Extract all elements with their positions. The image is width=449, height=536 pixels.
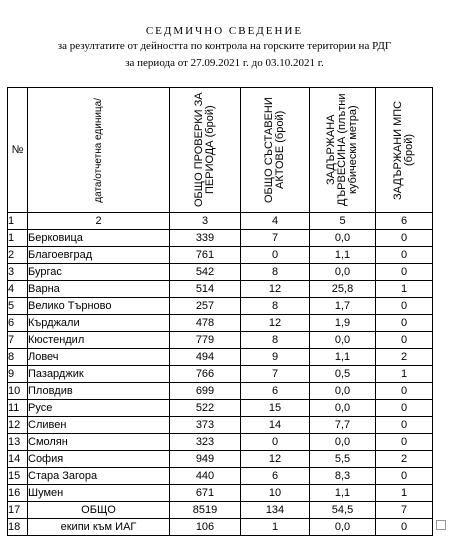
table-row (8, 332, 433, 349)
table-cell: 17 (8, 502, 28, 519)
table-cell: Ловеч (28, 349, 170, 366)
table-cell: 134 (241, 502, 310, 519)
table-row (8, 264, 433, 281)
table-cell: 18 (8, 519, 28, 536)
table-cell: 8,3 (310, 468, 376, 485)
table-cell: 0 (376, 264, 433, 281)
column-number-row (8, 213, 433, 230)
table-cell: 13 (8, 434, 28, 451)
table-cell: 0 (376, 230, 433, 247)
table-cell: 12 (241, 451, 310, 468)
report-title: СЕДМИЧНО СВЕДЕНИЕ (145, 25, 304, 37)
table-cell: 766 (170, 366, 241, 383)
table-cell: 0,0 (310, 383, 376, 400)
table-cell: 0,0 (310, 230, 376, 247)
table-cell: Велико Търново (28, 298, 170, 315)
table-cell: Русе (28, 400, 170, 417)
table-row (8, 247, 433, 264)
table-cell: 16 (8, 485, 28, 502)
table-cell: 7 (241, 366, 310, 383)
table-cell: 14 (241, 417, 310, 434)
table-cell: 0 (376, 519, 433, 536)
table-cell: 0 (376, 298, 433, 315)
header-number: № (8, 88, 28, 213)
table-cell: 7 (241, 230, 310, 247)
table-cell: 12 (241, 281, 310, 298)
table-cell: Благоевград (28, 247, 170, 264)
header-acts-text: ОБЩО СЪСТАВЕНИ АКТОВЕ (брой) (263, 97, 286, 203)
header-checks (170, 88, 241, 213)
table-cell: 0 (376, 332, 433, 349)
table-row (8, 434, 433, 451)
table-row (8, 400, 433, 417)
table-cell: 4 (8, 281, 28, 298)
table-cell: 12 (8, 417, 28, 434)
table-cell: 2 (8, 247, 28, 264)
table-cell: ОБЩО (28, 502, 170, 519)
table-row (8, 366, 433, 383)
table-cell: 0,0 (310, 264, 376, 281)
table-cell: 0 (241, 434, 310, 451)
table-cell: 949 (170, 451, 241, 468)
table-cell: 1,7 (310, 298, 376, 315)
table-cell: София (28, 451, 170, 468)
table-cell: 7 (8, 332, 28, 349)
header-acts (241, 88, 310, 213)
table-cell: 8 (241, 264, 310, 281)
table-cell: 1,1 (310, 247, 376, 264)
table-row (8, 468, 433, 485)
table-cell: 323 (170, 434, 241, 451)
table-cell: 5,5 (310, 451, 376, 468)
table-row (8, 349, 433, 366)
table-cell: Пазарджик (28, 366, 170, 383)
table-cell: 494 (170, 349, 241, 366)
table-cell: 6 (8, 315, 28, 332)
table-cell: 7,7 (310, 417, 376, 434)
table-row (8, 485, 433, 502)
table-cell: Стара Загора (28, 468, 170, 485)
table-row (8, 383, 433, 400)
table-cell: Кюстендил (28, 332, 170, 349)
table-cell: 5 (8, 298, 28, 315)
table-cell: 522 (170, 400, 241, 417)
table-cell: 15 (241, 400, 310, 417)
table-cell: 25,8 (310, 281, 376, 298)
table-cell: 7 (376, 502, 433, 519)
header-vehicles (376, 88, 433, 213)
table-cell: 1,1 (310, 485, 376, 502)
table-cell: 2 (376, 349, 433, 366)
table-cell: 1 (376, 281, 433, 298)
table-cell: 699 (170, 383, 241, 400)
table-cell: 9 (241, 349, 310, 366)
table-row (8, 417, 433, 434)
colnum-cell: 5 (310, 213, 376, 230)
table-cell: 0 (241, 247, 310, 264)
table-cell: 12 (241, 315, 310, 332)
table-cell: 1,9 (310, 315, 376, 332)
report-table (7, 87, 433, 536)
table-cell: Смолян (28, 434, 170, 451)
table-cell: 0 (376, 315, 433, 332)
table-cell: Варна (28, 281, 170, 298)
table-cell: 0,0 (310, 434, 376, 451)
table-cell: 0,0 (310, 519, 376, 536)
table-cell: 3 (8, 264, 28, 281)
table-cell: 8 (241, 298, 310, 315)
table-cell: 6 (241, 468, 310, 485)
table-cell: 0,5 (310, 366, 376, 383)
table-cell: Шумен (28, 485, 170, 502)
table-cell: 8519 (170, 502, 241, 519)
table-cell: 1 (241, 519, 310, 536)
table-row (8, 298, 433, 315)
colnum-cell: 1 (8, 213, 28, 230)
table-cell: 0,0 (310, 332, 376, 349)
header-timber-text: ЗАДЪРЖАНА ДЪРВЕСИНА (плътни кубически метра) (325, 93, 359, 207)
table-cell: 0 (376, 417, 433, 434)
table-cell: 1 (376, 485, 433, 502)
header-checks-text: ОБЩО ПРОВЕРКИ ЗА ПЕРИОДА (брой) (193, 92, 216, 208)
table-cell: 478 (170, 315, 241, 332)
table-cell: 1,1 (310, 349, 376, 366)
table-cell: 8 (241, 332, 310, 349)
colnum-cell: 3 (170, 213, 241, 230)
table-cell: 761 (170, 247, 241, 264)
table-cell: 671 (170, 485, 241, 502)
table-body (8, 213, 433, 536)
table-cell: 779 (170, 332, 241, 349)
header-timber (310, 88, 376, 213)
table-row (8, 315, 433, 332)
table-cell: Кърджали (28, 315, 170, 332)
table-cell: 54,5 (310, 502, 376, 519)
table-cell: 14 (8, 451, 28, 468)
table-cell: 440 (170, 468, 241, 485)
table-cell: 8 (8, 349, 28, 366)
corner-icon (436, 520, 446, 530)
table-cell: 339 (170, 230, 241, 247)
table-cell: Бургас (28, 264, 170, 281)
table-cell: 11 (8, 400, 28, 417)
table-row (8, 451, 433, 468)
table-cell: 0 (376, 434, 433, 451)
table-cell: 514 (170, 281, 241, 298)
table-cell: 0 (376, 400, 433, 417)
table-cell: 9 (8, 366, 28, 383)
table-cell: 0 (376, 383, 433, 400)
header-unit-text: дата/отчетна единица/ (93, 97, 104, 203)
table-cell: 1 (8, 230, 28, 247)
table-cell: екипи към ИАГ (28, 519, 170, 536)
table-cell: 257 (170, 298, 241, 315)
header-unit (28, 88, 170, 213)
table-cell: 0 (376, 247, 433, 264)
colnum-cell: 4 (241, 213, 310, 230)
colnum-cell: 2 (28, 213, 170, 230)
table-row (8, 281, 433, 298)
table-cell: 10 (8, 383, 28, 400)
table-cell: 0 (376, 468, 433, 485)
report-subtitle: за резултатите от дейността по контрола на горските територии на РДГ (57, 40, 392, 52)
table-cell: 2 (376, 451, 433, 468)
header-vehicles-text: ЗАДЪРЖАНИ МПС (брой) (392, 100, 415, 200)
table-cell: 1 (376, 366, 433, 383)
colnum-cell: 6 (376, 213, 433, 230)
table-cell: 15 (8, 468, 28, 485)
table-cell: Берковица (28, 230, 170, 247)
table-row (8, 230, 433, 247)
total-row (8, 502, 433, 519)
table-cell: 106 (170, 519, 241, 536)
report-period: за периода от 27.09.2021 г. до 03.10.2021 г. (125, 57, 324, 69)
table-cell: Пловдив (28, 383, 170, 400)
table-cell: 0,0 (310, 400, 376, 417)
table-cell: 542 (170, 264, 241, 281)
table-cell: Сливен (28, 417, 170, 434)
table-cell: 373 (170, 417, 241, 434)
header-row (8, 88, 433, 213)
table-cell: 10 (241, 485, 310, 502)
table-cell: 6 (241, 383, 310, 400)
